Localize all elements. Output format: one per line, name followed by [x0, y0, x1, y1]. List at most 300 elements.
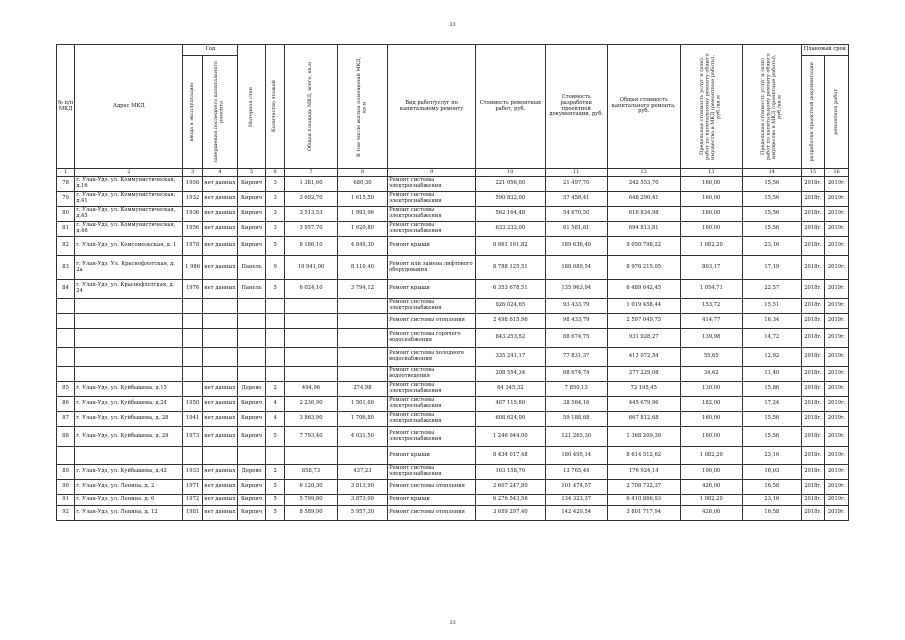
cell-year-commission: 1978: [183, 237, 202, 256]
cell-residential-area: 8 110,40: [337, 256, 387, 280]
cell-floors: 5: [265, 280, 284, 299]
cell-row-number: [57, 329, 75, 348]
cell-total-area: [285, 329, 338, 348]
cell-row-number: [57, 348, 75, 367]
cell-work-cost: 221 056,00: [475, 177, 545, 192]
cell-row-number: 80: [57, 207, 75, 222]
cell-work-type: Ремонт крыши: [388, 447, 476, 465]
cell-max-cost-work: 130,00: [680, 382, 742, 397]
cell-wall-material: Кирпич: [238, 222, 266, 237]
cell-design-cost: 54 670,50: [545, 207, 607, 222]
cell-floors: 2: [265, 382, 284, 397]
cell-row-number: 82: [57, 237, 75, 256]
cell-total-area: 2 236,90: [285, 397, 338, 412]
cell-total-cost: 72 195,45: [607, 382, 680, 397]
table-row: [57, 222, 849, 237]
cell-plan-repair: 2019г.: [825, 480, 849, 495]
cell-work-type: Ремонт системы электроснабжения: [388, 222, 476, 237]
cell-floors: 2: [265, 465, 284, 480]
header-plan-design: разработки проектной документации: [809, 62, 816, 162]
header-address: Адрес МКД: [75, 45, 183, 169]
table-row: [57, 427, 849, 447]
col-number: 10: [475, 169, 545, 177]
cell-wall-material: [238, 367, 266, 382]
cell-work-type: Ремонт системы электроснабжения: [388, 427, 476, 447]
cell-floors: 5: [265, 237, 284, 256]
table-row: [57, 465, 849, 480]
cell-year-commission: 1950: [183, 397, 202, 412]
cell-max-cost-design: 17,19: [742, 256, 801, 280]
cell-work-cost: 208 554,34: [475, 367, 545, 382]
cell-residential-area: [337, 329, 387, 348]
cell-plan-design: 2018г.: [801, 367, 825, 382]
cell-total-area: 8 186,10: [285, 237, 338, 256]
cell-total-area: 6 024,10: [285, 280, 338, 299]
col-number: 9: [388, 169, 476, 177]
cell-max-cost-design: 15,51: [742, 299, 801, 314]
cell-floors: [265, 299, 284, 314]
cell-total-area: [285, 314, 338, 329]
cell-max-cost-design: 15,56: [742, 222, 801, 237]
cell-address: г. Улан-Удэ, Ул. Краснофлотская, д. 2а: [75, 256, 183, 280]
cell-total-area: [285, 299, 338, 314]
cell-total-area: 3 692,70: [285, 192, 338, 207]
cell-floors: 3: [265, 207, 284, 222]
cell-total-cost: 176 924,14: [607, 465, 680, 480]
cell-year-last-repair: [202, 367, 237, 382]
cell-max-cost-design: 15,56: [742, 427, 801, 447]
table-row: [57, 207, 849, 222]
cell-wall-material: Дерево: [238, 465, 266, 480]
cell-floors: 4: [265, 397, 284, 412]
cell-year-last-repair: нет данных: [202, 495, 237, 506]
header-floors: Количество этажей: [271, 80, 278, 133]
cell-total-cost: 616 834,98: [607, 207, 680, 222]
table-row: [57, 256, 849, 280]
cell-work-cost: 64 345,32: [475, 382, 545, 397]
cell-year-last-repair: нет данных: [202, 397, 237, 412]
cell-work-cost: 6 353 678,51: [475, 280, 545, 299]
cell-total-area: [285, 348, 338, 367]
cell-max-cost-design: 17,24: [742, 397, 801, 412]
cell-address: г. Улан-Удэ, ул. Комсомольская, д. 1: [75, 237, 183, 256]
cell-total-area: 1 381,60: [285, 177, 338, 192]
cell-total-area: [285, 447, 338, 465]
table-row: [57, 177, 849, 192]
cell-year-last-repair: нет данных: [202, 480, 237, 495]
cell-plan-design: 2018г.: [801, 299, 825, 314]
cell-address: [75, 447, 183, 465]
cell-year-last-repair: [202, 314, 237, 329]
cell-plan-design: 2018г.: [801, 237, 825, 256]
cell-work-cost: 1 246 944,00: [475, 427, 545, 447]
table-row: [57, 447, 849, 465]
cell-address: г. Улан-Удэ, ул. Коммунистическая, д.45: [75, 207, 183, 222]
cell-work-cost: 843 253,52: [475, 329, 545, 348]
cell-wall-material: Кирпич: [238, 237, 266, 256]
cell-max-cost-work: 1 082,20: [680, 495, 742, 506]
cell-design-cost: 57 458,41: [545, 192, 607, 207]
cell-plan-repair: 2019г.: [825, 465, 849, 480]
cell-total-cost: 413 072,54: [607, 348, 680, 367]
cell-address: [75, 367, 183, 382]
cell-plan-repair: 2019г.: [825, 506, 849, 521]
col-number: 7: [285, 169, 338, 177]
cell-residential-area: [337, 447, 387, 465]
cell-plan-repair: 2019г.: [825, 177, 849, 192]
cell-year-last-repair: нет данных: [202, 280, 237, 299]
cell-work-cost: 2 607 247,80: [475, 480, 545, 495]
cell-year-commission: [183, 367, 202, 382]
cell-year-last-repair: нет данных: [202, 465, 237, 480]
cell-total-area: 6 120,30: [285, 480, 338, 495]
cell-plan-repair: 2019г.: [825, 280, 849, 299]
cell-plan-design: 2018г.: [801, 280, 825, 299]
cell-design-cost: 88 674,75: [545, 329, 607, 348]
cell-design-cost: 189 636,40: [545, 237, 607, 256]
cell-row-number: [57, 299, 75, 314]
cell-plan-repair: 2019г.: [825, 329, 849, 348]
table-row: [57, 397, 849, 412]
cell-residential-area: 274,98: [337, 382, 387, 397]
cell-plan-repair: 2019г.: [825, 192, 849, 207]
cell-design-cost: 121 265,30: [545, 427, 607, 447]
cell-total-cost: 3 801 717,94: [607, 506, 680, 521]
cell-design-cost: 21 497,70: [545, 177, 607, 192]
cell-wall-material: Кирпич: [238, 177, 266, 192]
cell-year-last-repair: нет данных: [202, 207, 237, 222]
cell-work-type: Ремонт крыши: [388, 237, 476, 256]
cell-wall-material: Панель: [238, 256, 266, 280]
cell-plan-design: 2018г.: [801, 192, 825, 207]
cell-design-cost: 61 581,81: [545, 222, 607, 237]
cell-work-cost: 6 276 543,56: [475, 495, 545, 506]
cell-design-cost: 135 963,94: [545, 280, 607, 299]
cell-year-last-repair: нет данных: [202, 237, 237, 256]
cell-row-number: 86: [57, 397, 75, 412]
cell-wall-material: Кирпич: [238, 480, 266, 495]
cell-plan-design: 2018г.: [801, 222, 825, 237]
cell-year-last-repair: нет данных: [202, 222, 237, 237]
cell-max-cost-work: 139,98: [680, 329, 742, 348]
cell-work-cost: 608 624,00: [475, 412, 545, 427]
cell-total-cost: 8 976 215,05: [607, 256, 680, 280]
page-number-bottom: 33: [449, 620, 456, 626]
cell-residential-area: 1 620,80: [337, 222, 387, 237]
cell-total-cost: 8 614 512,62: [607, 447, 680, 465]
cell-residential-area: [337, 367, 387, 382]
cell-work-type: Ремонт системы горячего водоснабжения: [388, 329, 476, 348]
cell-total-area: [285, 367, 338, 382]
cell-year-commission: [183, 314, 202, 329]
cell-max-cost-work: 426,00: [680, 506, 742, 521]
cell-address: г. Улан-Удэ, ул. Куйбышева, д. 28: [75, 412, 183, 427]
column-numbers-row: [57, 169, 849, 177]
cell-year-last-repair: нет данных: [202, 506, 237, 521]
cell-plan-design: 2018г.: [801, 382, 825, 397]
cell-row-number: 90: [57, 480, 75, 495]
cell-residential-area: [337, 314, 387, 329]
cell-year-last-repair: [202, 329, 237, 348]
cell-total-cost: 9 050 798,22: [607, 237, 680, 256]
cell-year-commission: 1 986: [183, 256, 202, 280]
cell-residential-area: 3 794,12: [337, 280, 387, 299]
table-row: [57, 280, 849, 299]
cell-year-last-repair: [202, 348, 237, 367]
cell-address: г. Улан-Удэ, ул. Коммунистическая, д.41: [75, 192, 183, 207]
cell-design-cost: 142 420,54: [545, 506, 607, 521]
header-wall-material: Материал стен: [247, 86, 254, 127]
cell-max-cost-design: 12,92: [742, 348, 801, 367]
cell-work-type: Ремонт системы отопления: [388, 480, 476, 495]
repair-plan-table: [56, 44, 849, 521]
cell-plan-repair: 2019г.: [825, 299, 849, 314]
cell-residential-area: 437,23: [337, 465, 387, 480]
cell-year-commission: 1981: [183, 506, 202, 521]
header-plan-group: Плановый срок: [801, 45, 848, 56]
cell-design-cost: 93 433,79: [545, 299, 607, 314]
cell-work-cost: 163 158,70: [475, 465, 545, 480]
cell-address: г. Улан-Удэ, ул. Куйбышева, д.24: [75, 397, 183, 412]
cell-wall-material: Кирпич: [238, 412, 266, 427]
cell-year-commission: 1973: [183, 427, 202, 447]
cell-plan-repair: 2019г.: [825, 412, 849, 427]
cell-floors: [265, 314, 284, 329]
cell-total-area: 858,73: [285, 465, 338, 480]
cell-total-area: 3 513,53: [285, 207, 338, 222]
table-row: [57, 329, 849, 348]
cell-max-cost-work: 160,00: [680, 177, 742, 192]
cell-year-last-repair: нет данных: [202, 192, 237, 207]
cell-plan-repair: 2019г.: [825, 256, 849, 280]
header-max-cost-design: Предельная стоимость услуг и (или) работ по капитальному ремонту общего имущества в МКД (проектные работы), руб./кв.м: [759, 53, 783, 160]
cell-row-number: 87: [57, 412, 75, 427]
cell-wall-material: [238, 447, 266, 465]
cell-address: г. Улан-Удэ, ул. Ленина, д. 12: [75, 506, 183, 521]
cell-row-number: [57, 314, 75, 329]
cell-year-commission: [183, 329, 202, 348]
cell-design-cost: 98 433,79: [545, 314, 607, 329]
cell-work-cost: 335 241,17: [475, 348, 545, 367]
cell-plan-repair: 2019г.: [825, 382, 849, 397]
table-body: [57, 177, 849, 521]
header-n: № п/п МКД: [57, 45, 75, 169]
cell-plan-design: 2018г.: [801, 427, 825, 447]
cell-plan-repair: 2019г.: [825, 427, 849, 447]
cell-design-cost: 77 831,37: [545, 348, 607, 367]
cell-residential-area: [337, 299, 387, 314]
cell-design-cost: 68 674,74: [545, 367, 607, 382]
cell-total-cost: 6 489 642,45: [607, 280, 680, 299]
header-total-area: Общая площадь МКД, всего, кв.м: [307, 61, 314, 152]
cell-row-number: 83: [57, 256, 75, 280]
cell-max-cost-work: 414,77: [680, 314, 742, 329]
header-residential-area: В том числе жилых помещений МКД, кв.м: [355, 56, 368, 157]
page-number-top: 33: [449, 22, 456, 28]
col-number: 3: [183, 169, 202, 177]
cell-wall-material: Панель: [238, 280, 266, 299]
cell-work-cost: 8 434 017,48: [475, 447, 545, 465]
cell-max-cost-work: 160,00: [680, 192, 742, 207]
cell-floors: 5: [265, 506, 284, 521]
cell-wall-material: Кирпич: [238, 506, 266, 521]
cell-total-cost: 445 679,96: [607, 397, 680, 412]
table-row: [57, 348, 849, 367]
cell-max-cost-work: 34,62: [680, 367, 742, 382]
cell-max-cost-work: 190,00: [680, 465, 742, 480]
table-row: [57, 237, 849, 256]
header-work-cost: Стоимость ремонтных работ, руб.: [475, 45, 545, 169]
cell-address: [75, 348, 183, 367]
cell-plan-repair: 2019г.: [825, 367, 849, 382]
header-year-commission: ввода в эксплуатацию: [188, 82, 195, 142]
cell-floors: 3: [265, 192, 284, 207]
cell-work-cost: 2 498 615,96: [475, 314, 545, 329]
cell-year-commission: [183, 348, 202, 367]
cell-design-cost: 38 564,16: [545, 397, 607, 412]
cell-design-cost: 13 765,44: [545, 465, 607, 480]
cell-floors: 9: [265, 256, 284, 280]
cell-year-last-repair: нет данных: [202, 412, 237, 427]
cell-work-type: Ремонт системы электроснабжения: [388, 382, 476, 397]
cell-floors: [265, 447, 284, 465]
cell-max-cost-design: 23,16: [742, 495, 801, 506]
cell-residential-area: [337, 348, 387, 367]
cell-wall-material: Дерево: [238, 382, 266, 397]
cell-total-cost: 2 597 049,75: [607, 314, 680, 329]
cell-work-cost: 926 024,65: [475, 299, 545, 314]
cell-plan-repair: 2019г.: [825, 447, 849, 465]
cell-max-cost-work: 160,00: [680, 427, 742, 447]
cell-work-type: Ремонт системы электроснабжения: [388, 465, 476, 480]
cell-row-number: 79: [57, 192, 75, 207]
cell-total-area: 5 799,80: [285, 495, 338, 506]
cell-plan-repair: 2019г.: [825, 495, 849, 506]
cell-max-cost-design: 14,72: [742, 329, 801, 348]
cell-total-area: 8 589,90: [285, 506, 338, 521]
cell-floors: [265, 329, 284, 348]
cell-row-number: 84: [57, 280, 75, 299]
cell-year-commission: 1976: [183, 280, 202, 299]
cell-total-cost: 648 290,41: [607, 192, 680, 207]
cell-max-cost-design: 11,40: [742, 367, 801, 382]
cell-residential-area: 1 706,80: [337, 412, 387, 427]
cell-plan-repair: 2019г.: [825, 348, 849, 367]
col-number: 15: [801, 169, 825, 177]
cell-plan-repair: 2019г.: [825, 314, 849, 329]
cell-max-cost-design: 23,16: [742, 447, 801, 465]
cell-plan-design: 2018г.: [801, 397, 825, 412]
cell-work-type: Ремонт системы отопления: [388, 506, 476, 521]
cell-max-cost-design: 16,58: [742, 480, 801, 495]
cell-address: [75, 314, 183, 329]
cell-address: г. Улан-Удэ, ул. Коммунистическая, д.16: [75, 177, 183, 192]
cell-max-cost-design: 15,56: [742, 412, 801, 427]
cell-year-commission: [183, 382, 202, 397]
cell-year-last-repair: нет данных: [202, 177, 237, 192]
cell-max-cost-design: 16,03: [742, 465, 801, 480]
cell-design-cost: 134 323,37: [545, 495, 607, 506]
header-total-cost: Общая стоимость капитального ремонта, руб.: [607, 45, 680, 169]
cell-wall-material: [238, 348, 266, 367]
cell-residential-area: 3 873,00: [337, 495, 387, 506]
cell-total-area: 3 863,90: [285, 412, 338, 427]
cell-year-commission: 1956: [183, 222, 202, 237]
cell-row-number: 81: [57, 222, 75, 237]
col-number: 12: [607, 169, 680, 177]
cell-work-type: Ремонт системы электроснабжения: [388, 397, 476, 412]
cell-year-commission: 1932: [183, 192, 202, 207]
table-row: [57, 192, 849, 207]
cell-plan-repair: 2019г.: [825, 222, 849, 237]
cell-work-type: Ремонт крыши: [388, 280, 476, 299]
cell-address: [75, 329, 183, 348]
cell-floors: [265, 367, 284, 382]
header-year-group: Год: [183, 45, 238, 56]
cell-total-cost: 242 553,70: [607, 177, 680, 192]
table-row: [57, 412, 849, 427]
cell-plan-design: 2018г.: [801, 177, 825, 192]
cell-row-number: 91: [57, 495, 75, 506]
cell-max-cost-work: 55,65: [680, 348, 742, 367]
col-number: 13: [680, 169, 742, 177]
cell-address: г. Улан-Удэ, ул. Коммунистическая, д.46: [75, 222, 183, 237]
cell-year-commission: 1972: [183, 495, 202, 506]
cell-year-last-repair: нет данных: [202, 427, 237, 447]
cell-work-type: Ремонт системы электроснабжения: [388, 207, 476, 222]
cell-floors: [265, 348, 284, 367]
cell-address: г. Улан-Удэ, ул. Ленина, д. 2: [75, 480, 183, 495]
cell-year-last-repair: нет данных: [202, 256, 237, 280]
cell-work-cost: 590 832,00: [475, 192, 545, 207]
header-plan-repair: ремонтных работ: [832, 89, 839, 135]
col-number: 1: [57, 169, 75, 177]
table-row: [57, 495, 849, 506]
col-number: 8: [337, 169, 387, 177]
col-number: 11: [545, 169, 607, 177]
cell-year-commission: [183, 299, 202, 314]
table-row: [57, 299, 849, 314]
cell-work-type: Ремонт системы электроснабжения: [388, 177, 476, 192]
cell-floors: 5: [265, 495, 284, 506]
cell-plan-design: 2018г.: [801, 348, 825, 367]
cell-year-last-repair: [202, 447, 237, 465]
cell-work-cost: 407 115,80: [475, 397, 545, 412]
cell-floors: 4: [265, 412, 284, 427]
cell-plan-repair: 2019г.: [825, 237, 849, 256]
cell-design-cost: 180 495,14: [545, 447, 607, 465]
cell-wall-material: Кирпич: [238, 427, 266, 447]
cell-address: г. Улан-Удэ, ул. Куйбышева, д. 29: [75, 427, 183, 447]
cell-residential-area: 3 813,90: [337, 480, 387, 495]
cell-address: г. Улан-Удэ, ул. Куйбышева, д.42: [75, 465, 183, 480]
cell-plan-design: 2018г.: [801, 480, 825, 495]
cell-wall-material: Кирпич: [238, 397, 266, 412]
table-row: [57, 382, 849, 397]
table-row: [57, 506, 849, 521]
cell-plan-design: 2018г.: [801, 207, 825, 222]
cell-residential-area: 680,30: [337, 177, 387, 192]
cell-plan-design: 2018г.: [801, 447, 825, 465]
header-year-last-repair: завершения последнего капитального ремонта: [213, 61, 225, 163]
cell-total-cost: 931 928,27: [607, 329, 680, 348]
cell-floors: 3: [265, 222, 284, 237]
cell-row-number: [57, 447, 75, 465]
cell-plan-design: 2018г.: [801, 495, 825, 506]
cell-plan-design: 2018г.: [801, 412, 825, 427]
table-row: [57, 367, 849, 382]
cell-max-cost-design: 15,56: [742, 192, 801, 207]
